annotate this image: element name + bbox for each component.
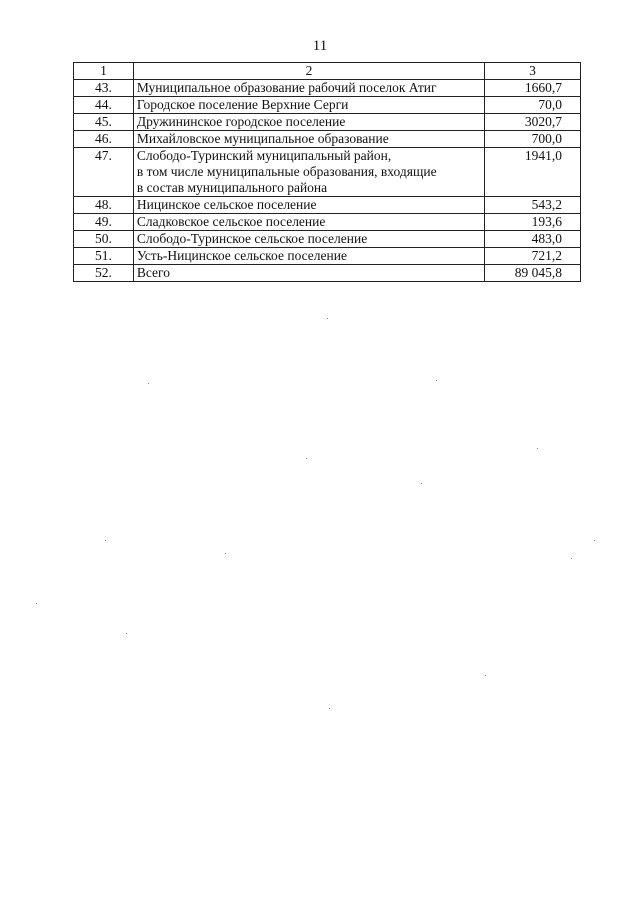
municipality-name: Дружининское городское поселение xyxy=(133,114,484,131)
row-number: 51. xyxy=(74,248,134,265)
column-header-1: 1 xyxy=(74,63,134,80)
municipality-name xyxy=(133,148,484,197)
municipality-name: Ницинское сельское поселение xyxy=(133,197,484,214)
row-number: 46. xyxy=(74,131,134,148)
total-amount: 89 045,8 xyxy=(485,265,581,282)
amount: 483,0 xyxy=(485,231,581,248)
municipality-name: Слободо-Туринское сельское поселение xyxy=(133,231,484,248)
amount: 193,6 xyxy=(485,214,581,231)
scan-speck xyxy=(105,540,106,541)
row-number: 52. xyxy=(74,265,134,282)
scan-speck xyxy=(327,318,328,319)
amount: 721,2 xyxy=(485,248,581,265)
municipality-name: Михайловское муниципальное образование xyxy=(133,131,484,148)
scan-speck xyxy=(421,483,422,484)
scan-speck xyxy=(36,603,37,604)
budget-table xyxy=(73,62,581,282)
scan-speck xyxy=(571,558,572,559)
scan-speck xyxy=(306,458,307,459)
row-number: 50. xyxy=(74,231,134,248)
table-row xyxy=(74,80,581,97)
column-header-3: 3 xyxy=(485,63,581,80)
scan-speck xyxy=(436,380,437,381)
name-line: в том числе муниципальные образования, входящие xyxy=(136,164,437,179)
table-row xyxy=(74,114,581,131)
row-number: 47. xyxy=(74,148,134,197)
scan-speck xyxy=(148,383,149,384)
amount: 700,0 xyxy=(485,131,581,148)
column-header-2: 2 xyxy=(133,63,484,80)
amount: 70,0 xyxy=(485,97,581,114)
amount: 1941,0 xyxy=(485,148,581,197)
scan-speck xyxy=(594,540,595,541)
row-number: 43. xyxy=(74,80,134,97)
name-line: в состав муниципального района xyxy=(136,180,328,195)
municipality-name: Городское поселение Верхние Серги xyxy=(133,97,484,114)
amount: 543,2 xyxy=(485,197,581,214)
municipality-name: Усть-Ницинское сельское поселение xyxy=(133,248,484,265)
table-row-total xyxy=(74,265,581,282)
municipality-name: Сладковское сельское поселение xyxy=(133,214,484,231)
table-row xyxy=(74,148,581,197)
table-row xyxy=(74,131,581,148)
row-number: 48. xyxy=(74,197,134,214)
table-header-row xyxy=(74,63,581,80)
table-row xyxy=(74,248,581,265)
table-row xyxy=(74,97,581,114)
row-number: 49. xyxy=(74,214,134,231)
scan-speck xyxy=(225,553,226,554)
scan-speck xyxy=(126,633,127,634)
scan-speck xyxy=(329,708,330,709)
row-number: 44. xyxy=(74,97,134,114)
scan-speck xyxy=(537,448,538,449)
municipality-name: Муниципальное образование рабочий поселок Атиг xyxy=(133,80,484,97)
row-number: 45. xyxy=(74,114,134,131)
amount: 1660,7 xyxy=(485,80,581,97)
table-row xyxy=(74,197,581,214)
total-label: Всего xyxy=(133,265,484,282)
scan-speck xyxy=(485,675,486,676)
name-line: Слободо-Туринский муниципальный район, xyxy=(136,148,392,163)
page-number: 11 xyxy=(312,38,328,54)
table-row xyxy=(74,214,581,231)
amount: 3020,7 xyxy=(485,114,581,131)
table-row xyxy=(74,231,581,248)
